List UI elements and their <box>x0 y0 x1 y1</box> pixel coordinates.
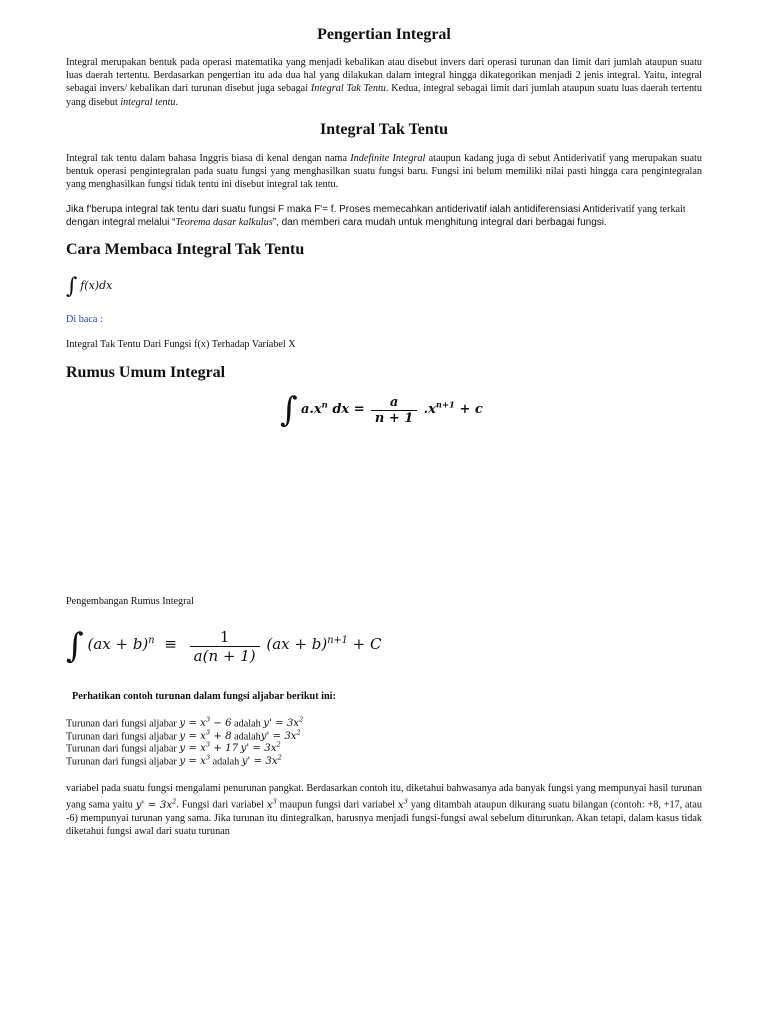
text: Integral tak tentu dalam bahasa Inggris biasa di kenal dengan nama <box>66 153 351 164</box>
text: . <box>175 96 179 108</box>
integral-sign-icon: ∫ <box>66 626 84 666</box>
turunan-row <box>66 729 303 742</box>
formula-rhs <box>266 635 381 653</box>
formula-rumus-umum <box>280 390 483 430</box>
text: Jika f'berupa integral tak tentu dari suatu fungsi F maka F'= f. Proses memecahkan antiderivatif ialah antidiferensiasi Antid <box>66 204 606 215</box>
math-inline <box>266 797 277 811</box>
read-text: Integral Tak Tentu Dari Fungsi f(x) Terhadap Variabel X <box>66 339 296 350</box>
term: (ax + b) <box>266 635 328 654</box>
term: y' = 3x <box>260 730 297 742</box>
term: y = x <box>179 743 206 755</box>
term: + 8 <box>210 730 232 742</box>
text: ataupun kadang juga di sebut Antiderivatif yang merupakan suatu bentuk operasi pengintegralan pada suatu fungsi yang menghasilkan suatu fungsi baru. Fungsi ini belum memiliki nilai pasti hingga cara pengintegralan yang menghasilkan fungsi tidak tentu ini disebut integral tak tentu. <box>66 153 702 191</box>
paragraph-pengertian <box>66 56 702 109</box>
term: − 6 <box>210 718 232 730</box>
exponent: 2 <box>277 753 282 762</box>
formula-lhs <box>87 635 154 653</box>
exponent: n <box>321 399 328 410</box>
term: dx = <box>327 401 365 417</box>
italic-text: Indefinite Integral <box>350 153 426 164</box>
formula-fraction <box>190 628 260 665</box>
exponent: n <box>148 635 155 647</box>
row-mid: adalah <box>210 755 242 767</box>
exponent: 3 <box>205 716 211 724</box>
exponent: 2 <box>172 797 177 806</box>
paragraph-penjelasan <box>66 782 702 838</box>
math-inline <box>397 797 408 811</box>
formula-lhs <box>300 399 365 417</box>
row-mid: adalah <box>231 718 264 730</box>
turunan-list <box>66 716 303 766</box>
italic-text: Integral Tak Tentu <box>310 83 386 95</box>
formula-pengembangan <box>66 626 381 666</box>
term: y' = 3x <box>241 755 278 767</box>
formula-integral-fx <box>66 274 112 299</box>
formula-rhs <box>423 399 483 417</box>
row-lead: Turunan dari fungsi aljabar <box>66 718 180 730</box>
row-mid: adalah <box>231 730 261 742</box>
text: Integral merupakan bentuk pada operasi matematika yang menjadi kebalikan atau disebut invers dari operasi turunan dan limit dari jumlah ataupun suatu luas daerah tertentu. Berdasarkan pengertian itu ada dua hal yang dilakukan dalam integral hingga dikategorikan menjadi 2 jenis integral. Yaitu, integral sebagai invers/ kebalikan dari turunan disebut juga sebagai <box>66 57 702 95</box>
formula-text: f(x)dx <box>80 279 113 293</box>
turunan-row <box>66 716 303 729</box>
text: maupun fungsi dari variabel <box>276 799 398 811</box>
exponent: 3 <box>205 728 211 737</box>
text: erivatif yang terkait <box>605 204 686 215</box>
paragraph-integral-tak-tentu <box>66 152 702 192</box>
exponent: 2 <box>296 728 301 737</box>
exponent: 3 <box>403 797 408 806</box>
derivative-expression <box>241 753 282 767</box>
paragraph-antiderivatif <box>66 203 702 229</box>
row-lead: Turunan dari fungsi aljabar <box>66 755 180 767</box>
exponent: 2 <box>299 716 304 724</box>
heading-pengertian-integral: Pengertian Integral <box>317 26 451 43</box>
text: . Kedua, integral sebagai limit dari jumlah ataupun suatu luas daerah tertentu yang disebut <box>66 83 702 108</box>
denominator: n + 1 <box>374 410 414 426</box>
term: a.x <box>300 401 322 417</box>
pengembangan-label: Pengembangan Rumus Integral <box>66 596 194 607</box>
text: yang ditambah ataupun dikurang suatu bilangan (contoh: +8, +17, atau -6) mempunyai turunan yang sama. Jika turunan itu dintegralkan, harusnya menjadi fungsi-fungsi awal sebelum diturunkan. Akan tetapi, dalam kasus tidak diketahui fungsi awal dari suatu turunan <box>66 799 703 837</box>
integral-sign-icon: ∫ <box>280 390 298 430</box>
term: y' = 3x <box>240 743 277 755</box>
numerator: 1 <box>190 628 260 647</box>
turunan-row <box>66 754 303 767</box>
term: y' = 3x <box>263 718 300 730</box>
row-lead: Turunan dari fungsi aljabar <box>66 730 180 742</box>
text: . Fungsi dari variabel <box>176 799 267 811</box>
text: variabel pada suatu fungsi mengalami penurunan pangkat. Berdasarkan contoh itu, diketahui bahwasanya ada banyak fungsi yang mempunyai hasil turunan yang sama yaitu <box>66 783 702 811</box>
italic-text: integral tentu <box>120 96 176 108</box>
denominator: a(n + 1) <box>193 646 256 665</box>
contoh-turunan-heading: Perhatikan contoh turunan dalam fungsi aljabar berikut ini: <box>72 691 336 702</box>
term: y = x <box>179 755 206 767</box>
term: .x <box>423 401 436 417</box>
exponent: 3 <box>272 797 277 806</box>
italic-text: Teorema dasar kalkulus <box>175 217 273 229</box>
exponent: 3 <box>205 753 211 762</box>
term: + 17 <box>210 743 239 755</box>
text: ”, dan memberi cara mudah untuk menghitung integral dari berbagai fungsi. <box>272 217 607 229</box>
term: x <box>397 799 404 811</box>
row-lead: Turunan dari fungsi aljabar <box>66 743 180 755</box>
term: y = x <box>179 730 206 742</box>
numerator: a <box>371 395 417 411</box>
term: + c <box>454 401 483 417</box>
read-label: Di baca : <box>66 314 103 325</box>
text: dengan integral melalui “ <box>66 217 176 229</box>
exponent: n+1 <box>327 635 348 647</box>
exponent: 3 <box>205 741 211 749</box>
formula-fraction <box>371 395 417 426</box>
heading-rumus-umum: Rumus Umum Integral <box>66 364 226 381</box>
term: + C <box>352 635 382 654</box>
term: y = x <box>179 718 206 730</box>
term: (ax + b) <box>87 635 149 654</box>
function-expression <box>179 753 211 767</box>
turunan-row <box>66 741 303 754</box>
term: y' = 3x <box>135 799 173 811</box>
exponent: n+1 <box>435 399 455 410</box>
equiv-sign: ≡ <box>164 635 177 654</box>
heading-cara-membaca: Cara Membaca Integral Tak Tentu <box>66 241 305 258</box>
heading-integral-tak-tentu: Integral Tak Tentu <box>319 121 449 138</box>
derivative-expression <box>241 743 281 754</box>
exponent: 2 <box>276 741 281 749</box>
term: x <box>266 799 273 811</box>
math-inline <box>135 797 177 811</box>
integral-sign-icon: ∫ <box>66 274 78 299</box>
